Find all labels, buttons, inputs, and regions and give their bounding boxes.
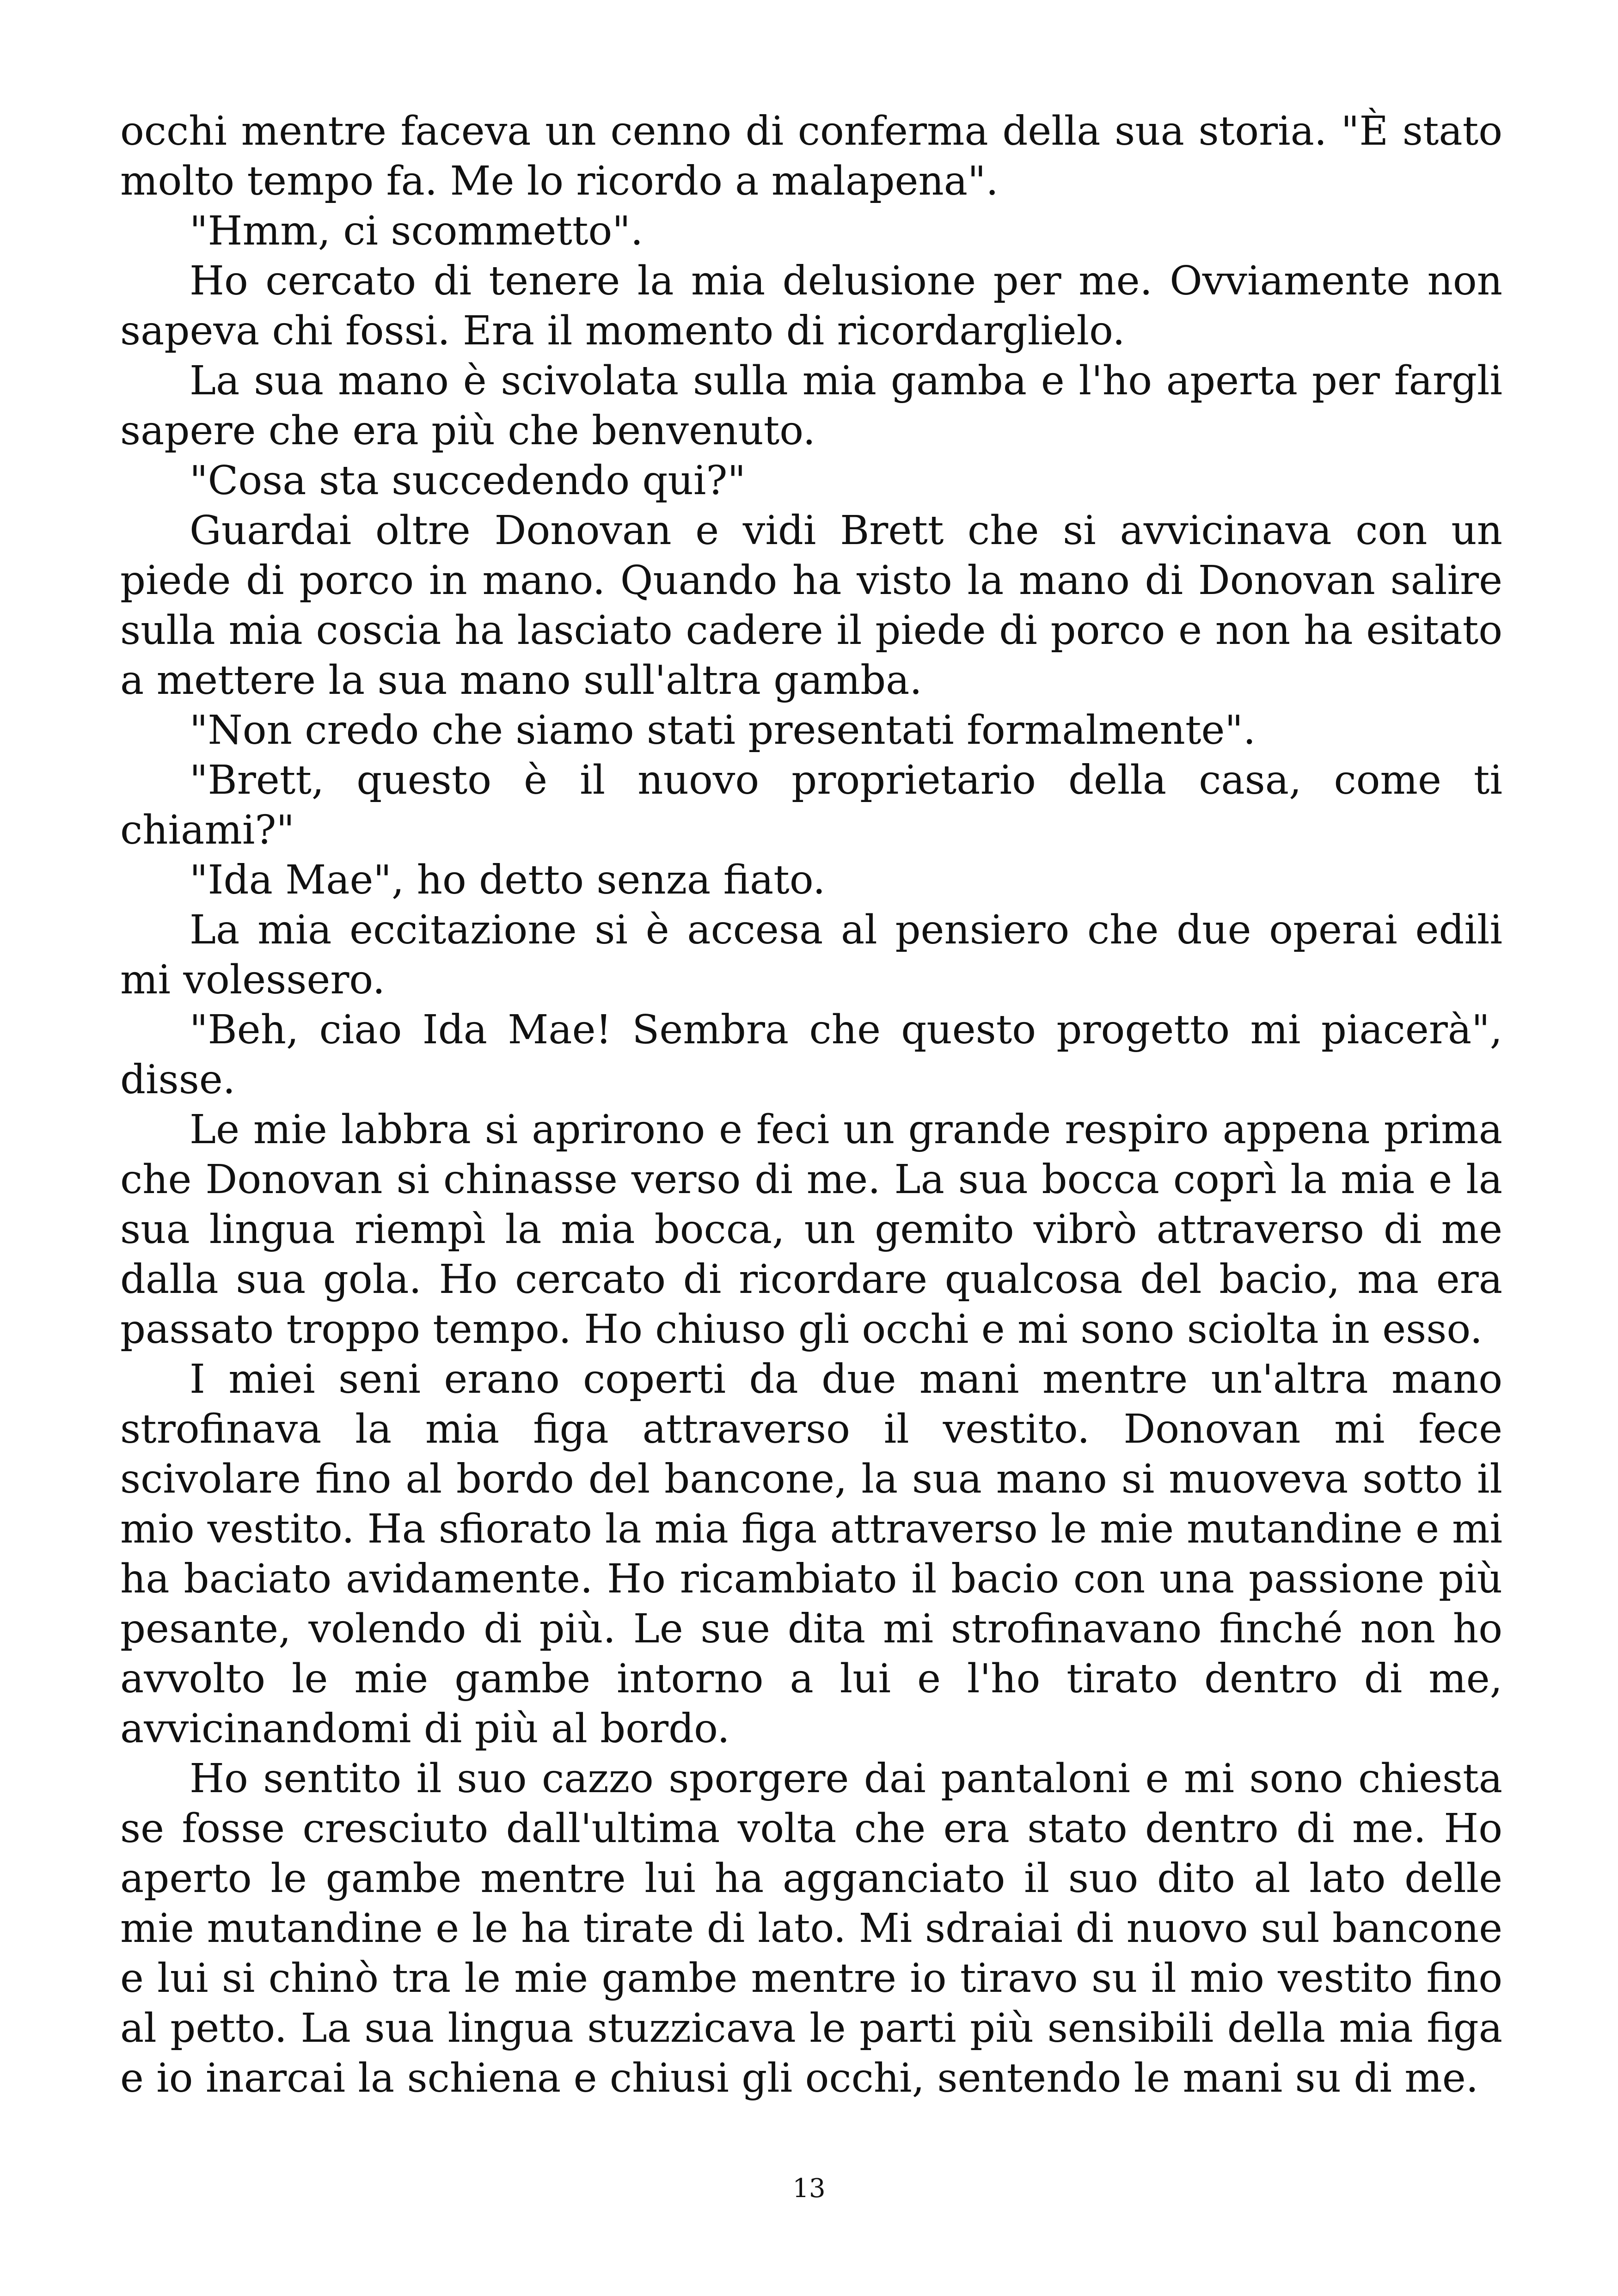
page-body <box>120 106 1502 2103</box>
paragraph: "Hmm, ci scommetto". <box>190 208 644 254</box>
paragraph-continuation: occhi mentre faceva un cenno di conferma della sua storia. "È stato molto tempo fa. Me lo ricordo a malapena". <box>120 108 1502 204</box>
paragraph: Ho cercato di tenere la mia delusione per me. Ovviamente non sapeva chi fossi. Era il momento di ricordarglielo. <box>120 258 1502 354</box>
paragraph: "Ida Mae", ho detto senza fiato. <box>190 857 826 903</box>
paragraph: "Brett, questo è il nuovo proprietario della casa, come ti chiami?" <box>120 757 1502 853</box>
paragraph: La mia eccitazione si è accesa al pensiero che due operai edili mi volessero. <box>120 907 1502 1003</box>
paragraph: I miei seni erano coperti da due mani mentre un'altra mano strofinava la mia figa attraverso il vestito. Donovan mi fece scivolare fino al bordo del bancone, la sua mano si muoveva sotto il mio vestito. Ha sfiorato la mia figa attraverso le mie mutandine e mi ha baciato avidamente. Ho ricambiato il bacio con una passione più pesante, volendo di più. Le sue dita mi strofinavano finché non ho avvolto le mie gambe intorno a lui e l'ho tirato dentro di me, avvicinandomi di più al bordo. <box>120 1356 1502 1752</box>
paragraph: "Beh, ciao Ida Mae! Sembra che questo progetto mi piacerà", disse. <box>120 1007 1502 1103</box>
page-number: 13 <box>792 2174 826 2204</box>
paragraph: "Cosa sta succedendo qui?" <box>190 458 746 504</box>
paragraph: Guardai oltre Donovan e vidi Brett che si avvicinava con un piede di porco in mano. Quando ha visto la mano di Donovan salire sulla mia coscia ha lasciato cadere il piede di porco e non ha esitato a mettere la sua mano sull'altra gamba. <box>120 508 1502 704</box>
paragraph: "Non credo che siamo stati presentati formalmente". <box>190 707 1256 753</box>
paragraph: Le mie labbra si aprirono e feci un grande respiro appena prima che Donovan si chinasse verso di me. La sua bocca coprì la mia e la sua lingua riempì la mia bocca, un gemito vibrò attraverso di me dalla sua gola. Ho cercato di ricordare qualcosa del bacio, ma era passato troppo tempo. Ho chiuso gli occhi e mi sono sciolta in esso. <box>120 1107 1502 1353</box>
paragraph: La sua mano è scivolata sulla mia gamba e l'ho aperta per fargli sapere che era più che benvenuto. <box>120 358 1502 454</box>
paragraph: Ho sentito il suo cazzo sporgere dai pantaloni e mi sono chiesta se fosse cresciuto dall'ultima volta che era stato dentro di me. Ho aperto le gambe mentre lui ha agganciato il suo dito al lato delle mie mutandine e le ha tirate di lato. Mi sdraiai di nuovo sul bancone e lui si chinò tra le mie gambe mentre io tiravo su il mio vestito fino al petto. La sua lingua stuzzicava le parti più sensibili della mia figa e io inarcai la schiena e chiusi gli occhi, sentendo le mani su di me. <box>120 1756 1502 2101</box>
